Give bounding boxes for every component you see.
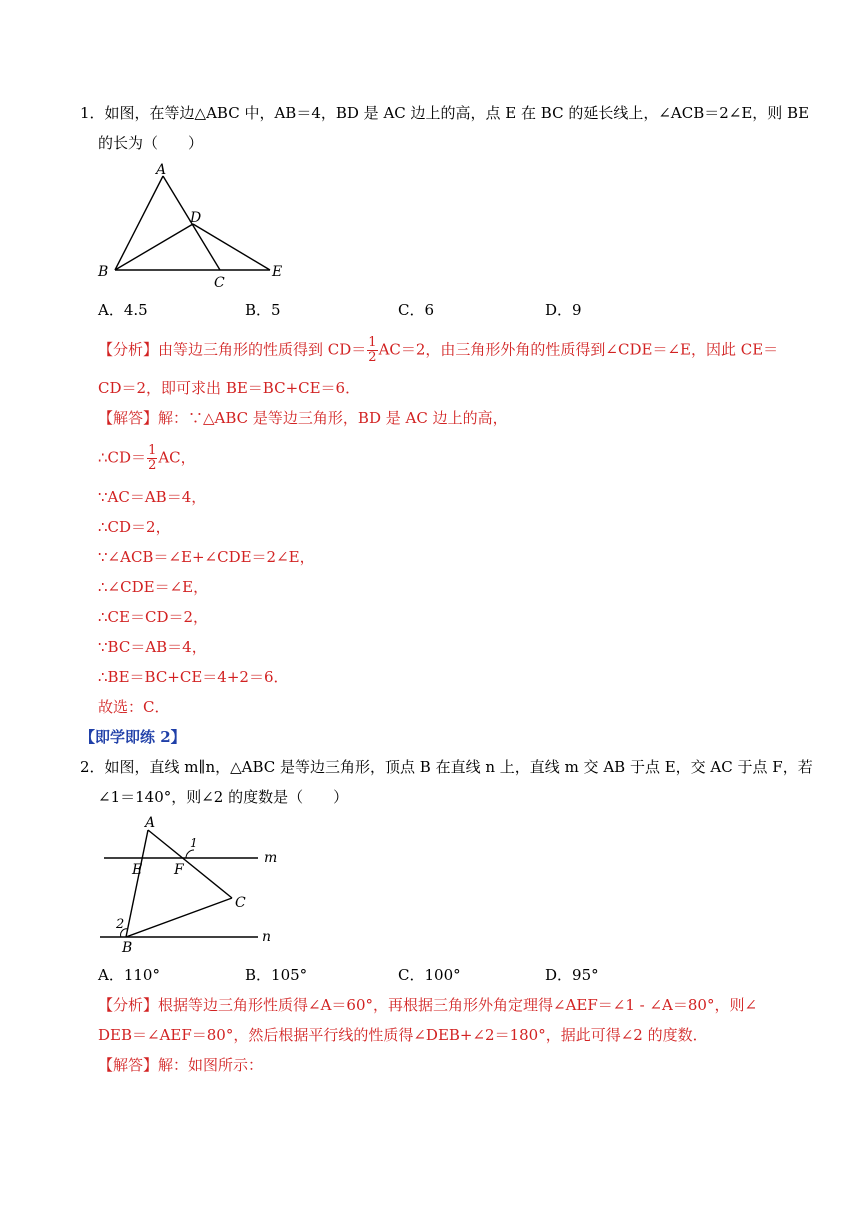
q1-step: ∵∠ACB＝∠E+∠CDE＝2∠E， bbox=[98, 548, 315, 566]
q2-stem-line2: ∠1＝140°，则∠2 的度数是（ ） bbox=[98, 788, 349, 806]
fraction-numerator: 1 bbox=[148, 443, 157, 458]
q2-option-a: A．110° bbox=[98, 966, 160, 984]
q1-label-c: C bbox=[214, 275, 225, 291]
q1-answer-intro: 解：∵△ABC 是等边三角形，BD 是 AC 边上的高， bbox=[158, 409, 508, 427]
q2-stem-line1: 2．如图，直线 m∥n，△ABC 是等边三角形，顶点 B 在直线 n 上，直线 m 交 AB 于点 E，交 AC 于点 F，若 bbox=[80, 758, 813, 776]
q1-analysis-line2: CD＝2，即可求出 BE＝BC+CE＝6． bbox=[98, 379, 361, 397]
q1-label-b: B bbox=[98, 264, 109, 280]
q1-step: ∵AC＝AB＝4， bbox=[98, 488, 207, 506]
q2-answer-line bbox=[98, 1055, 263, 1075]
q1-label-e: E bbox=[272, 264, 283, 280]
q1-label-a: A bbox=[156, 162, 167, 178]
q1-option-b: B．5 bbox=[245, 301, 281, 319]
q2-label-f: F bbox=[174, 862, 184, 878]
q1-step: ∴∠CDE＝∠E， bbox=[98, 578, 209, 596]
q1-stem-line2: 的长为（ ） bbox=[98, 134, 204, 152]
q1-step1-fraction bbox=[147, 444, 157, 473]
q1-step: ∴BE＝BC+CE＝4+2＝6． bbox=[98, 668, 289, 686]
q1-option-d: D．9 bbox=[545, 301, 582, 319]
q1-option-c: C．6 bbox=[398, 301, 435, 319]
q2-analysis-line2: DEB＝∠AEF＝80°，然后根据平行线的性质得∠DEB+∠2＝180°，据此可得∠2 的度数． bbox=[98, 1026, 708, 1044]
q1-choice: 故选：C． bbox=[98, 698, 170, 716]
q1-answer-tag: 【解答】 bbox=[98, 409, 159, 427]
q2-option-d: D．95° bbox=[545, 966, 599, 984]
q2-answer-intro: 解：如图所示： bbox=[158, 1056, 264, 1074]
q2-label-angle2: 2 bbox=[116, 917, 125, 932]
q2-label-angle1: 1 bbox=[190, 836, 198, 850]
fraction-numerator: 1 bbox=[368, 335, 377, 350]
q2-option-b: B．105° bbox=[245, 966, 308, 984]
q2-analysis-line1 bbox=[98, 995, 757, 1015]
q2-label-n: n bbox=[262, 929, 272, 945]
q2-label-b: B bbox=[122, 940, 133, 956]
q1-analysis-tag: 【分析】 bbox=[98, 340, 159, 359]
q1-option-a: A．4.5 bbox=[98, 301, 148, 319]
q1-step-cd-half bbox=[98, 444, 196, 473]
q1-analysis-line1 bbox=[98, 336, 778, 365]
fraction-denominator: 2 bbox=[148, 458, 157, 473]
q1-label-d: D bbox=[190, 210, 202, 226]
q1-step: ∵BC＝AB＝4， bbox=[98, 638, 207, 656]
q1-step: ∴CE＝CD＝2， bbox=[98, 608, 209, 626]
q1-analysis-post: AC＝2，由三角形外角的性质得到∠CDE＝∠E，因此 CE＝ bbox=[378, 340, 779, 359]
q2-analysis-text1: 根据等边三角形性质得∠A＝60°，再根据三角形外角定理得∠AEF＝∠1 - ∠A＝80°，则∠ bbox=[158, 996, 758, 1014]
q2-figure bbox=[90, 812, 290, 957]
q1-analysis-fraction bbox=[367, 336, 377, 365]
q1-step1-post: AC， bbox=[158, 448, 196, 467]
q1-step1-pre: ∴CD＝ bbox=[98, 448, 147, 467]
q1-analysis-pre: 由等边三角形的性质得到 CD＝ bbox=[158, 340, 367, 359]
q2-label-m: m bbox=[264, 850, 278, 866]
section-title: 【即学即练 2】 bbox=[80, 728, 186, 746]
fraction-denominator: 2 bbox=[368, 350, 377, 365]
q1-figure bbox=[90, 158, 300, 293]
q1-answer-intro-line bbox=[98, 408, 508, 428]
q1-stem-line1: 1．如图，在等边△ABC 中，AB＝4，BD 是 AC 边上的高，点 E 在 BC 的延长线上，∠ACB＝2∠E，则 BE bbox=[80, 104, 810, 122]
q2-answer-tag: 【解答】 bbox=[98, 1056, 159, 1074]
q2-analysis-tag: 【分析】 bbox=[98, 996, 159, 1014]
q2-option-c: C．100° bbox=[398, 966, 461, 984]
q2-label-e: E bbox=[132, 862, 143, 878]
q2-label-c: C bbox=[235, 895, 246, 911]
q2-label-a: A bbox=[145, 815, 156, 831]
q1-step: ∴CD＝2， bbox=[98, 518, 171, 536]
